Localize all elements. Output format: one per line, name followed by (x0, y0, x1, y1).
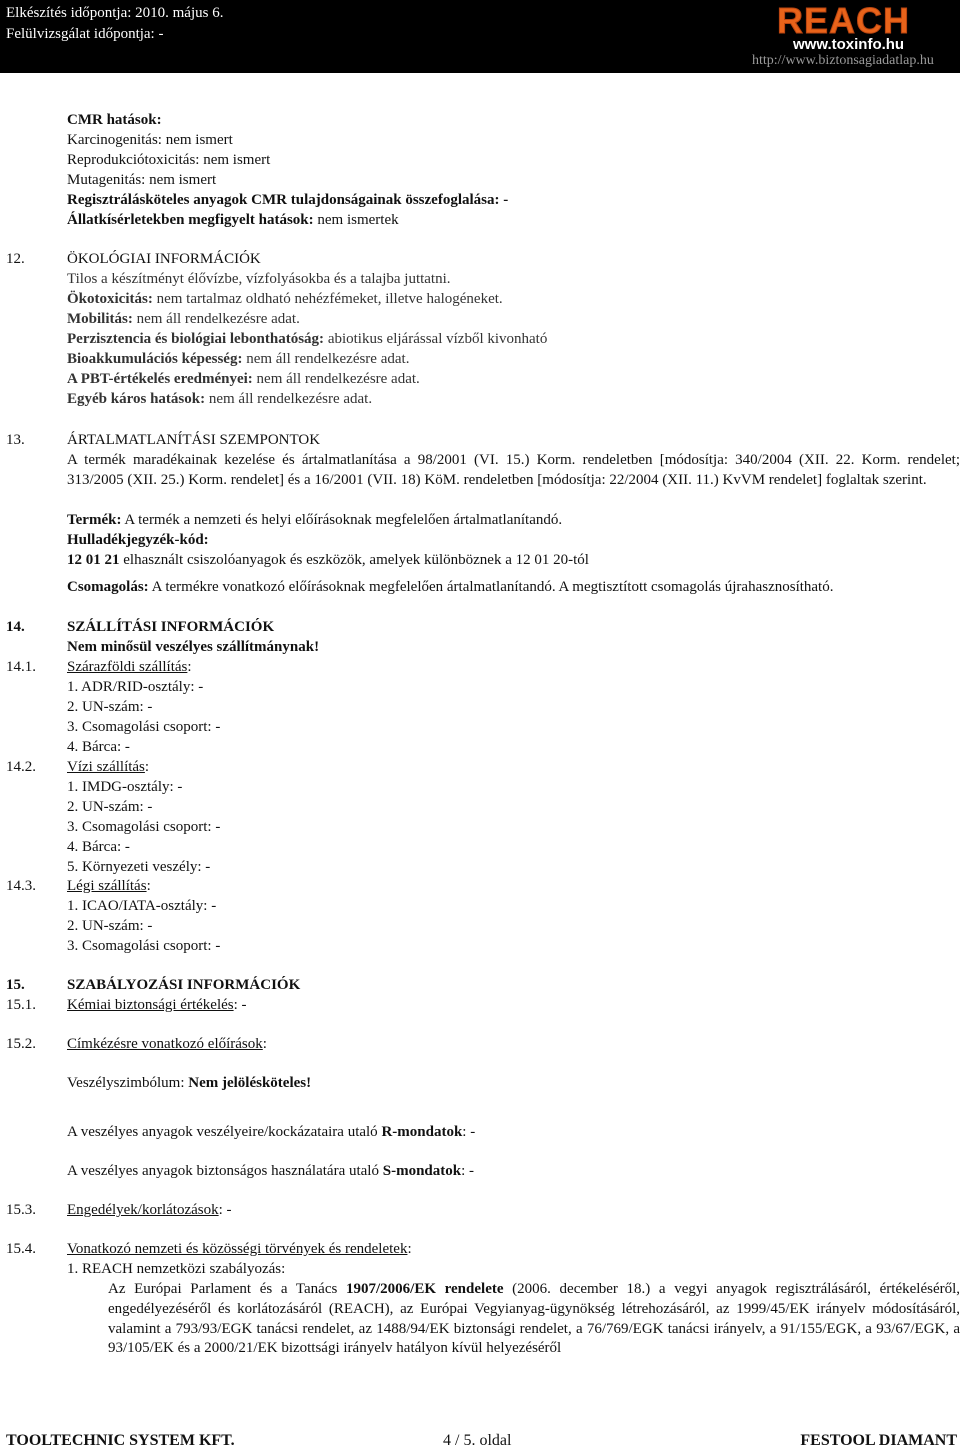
s13-termek-value: A termék a nemzeti és helyi előírásoknak megfelelően ártalmatlanítandó. (121, 512, 563, 528)
s14-3-item-2: 2. UN-szám: - (67, 918, 153, 934)
cmr-karcinogenitas: Karcinogenitás: nem ismert (67, 132, 233, 148)
s14-title: SZÁLLÍTÁSI INFORMÁCIÓK (67, 619, 275, 635)
cmr-reprodukcio: Reprodukciótoxicitás: nem ismert (67, 152, 271, 168)
s12-mobility-value: nem áll rendelkezésre adat. (132, 311, 300, 327)
cmr-allat (67, 211, 399, 230)
s15-r-mondatok (67, 1123, 475, 1142)
s12-persistence-value: abiotikus eljárással vízből kivonható (324, 331, 548, 347)
footer-product: FESTOOL DIAMANT (800, 1432, 957, 1449)
s13-csom-label: Csomagolás: (67, 579, 149, 595)
site-url[interactable]: http://www.biztonsagiadatlap.hu (752, 53, 934, 68)
s13-hull-code: 12 01 21 (67, 552, 120, 568)
s13-hull-label: Hulladékjegyzék-kód: (67, 532, 209, 548)
s15-number: 15. (6, 977, 25, 993)
s12-number: 12. (6, 251, 25, 267)
reach-logo-text: REACH (777, 3, 911, 41)
s12-other (67, 390, 372, 409)
footer-company: TOOLTECHNIC SYSTEM KFT. (6, 1432, 235, 1449)
s12-ecotox-label: Ökotoxicitás: (67, 291, 153, 307)
prepared-date: Elkészítés időpontja: 2010. május 6. (6, 5, 224, 21)
s14-3-heading: Légi szállítás: (67, 878, 151, 894)
s12-persistence (67, 330, 547, 349)
s14-2-item-5: 5. Környezeti veszély: - (67, 859, 211, 875)
s15-s-mondatok (67, 1162, 474, 1181)
s15-4-reach-paragraph (108, 1280, 960, 1359)
s12-persistence-label: Perzisztencia és biológiai lebonthatóság: (67, 331, 325, 347)
s12-mobility (67, 310, 300, 329)
s15-2-title: Címkézésre vonatkozó előírások (67, 1036, 263, 1052)
cmr-allat-label: Állatkísérletekben megfigyelt hatások: (67, 212, 314, 228)
s14-3-title: Légi szállítás (67, 878, 147, 894)
s15-s-pre: A veszélyes anyagok biztonságos használatára utaló (67, 1163, 383, 1179)
s14-2-title: Vízi szállítás (67, 759, 145, 775)
s14-2-item-4: 4. Bárca: - (67, 839, 130, 855)
s12-pbt-value: nem áll rendelkezésre adat. (252, 371, 420, 387)
reviewed-date: Felülvizsgálat időpontja: - (6, 26, 164, 42)
s15-title: SZABÁLYOZÁSI INFORMÁCIÓK (67, 977, 301, 993)
footer-page: 4 / 5. oldal (443, 1432, 512, 1449)
s14-2-item-3: 3. Csomagolási csoport: - (67, 819, 221, 835)
reach-pre: Az Európai Parlament és a Tanács (108, 1281, 346, 1297)
s12-pbt (67, 370, 420, 389)
s14-3-item-3: 3. Csomagolási csoport: - (67, 938, 221, 954)
s15-r-bold: R-mondatok (381, 1124, 463, 1140)
s14-1-number: 14.1. (6, 659, 36, 675)
s14-3-number: 14.3. (6, 878, 36, 894)
s14-1-item-4: 4. Bárca: - (67, 739, 130, 755)
s12-line1: Tilos a készítményt élővízbe, vízfolyásokba és a talajba juttatni. (67, 271, 451, 287)
s14-3-item-1: 1. ICAO/IATA-osztály: - (67, 898, 217, 914)
s12-other-label: Egyéb káros hatások: (67, 391, 206, 407)
s14-2-item-1: 1. IMDG-osztály: - (67, 779, 183, 795)
header-dates (6, 3, 223, 45)
s15-1-heading (67, 996, 247, 1015)
s13-termek (67, 511, 562, 530)
s15-veszely (67, 1074, 311, 1093)
s14-1-item-3: 3. Csomagolási csoport: - (67, 719, 221, 735)
cmr-allat-value: nem ismertek (313, 212, 399, 228)
s14-1-title: Szárazföldi szállítás (67, 659, 188, 675)
s15-3-number: 15.3. (6, 1202, 36, 1218)
s12-ecotox-value: nem tartalmaz oldható nehézfémeket, illetve halogéneket. (152, 291, 503, 307)
s15-r-pre: A veszélyes anyagok veszélyeire/kockázataira utaló (67, 1124, 382, 1140)
s12-title: ÖKOLÓGIAI INFORMÁCIÓK (67, 251, 261, 267)
s15-veszely-label: Veszélyszimbólum: (67, 1075, 189, 1091)
s14-note: Nem minősül veszélyes szállítmánynak! (67, 639, 320, 655)
s15-4-number: 15.4. (6, 1241, 36, 1257)
cmr-mutagenitas: Mutagenitás: nem ismert (67, 172, 217, 188)
s12-bioacc (67, 350, 409, 369)
s15-1-number: 15.1. (6, 997, 36, 1013)
s14-number: 14. (6, 619, 25, 635)
s15-4-heading (67, 1240, 412, 1259)
cmr-title: CMR hatások: (67, 112, 162, 128)
s12-pbt-label: A PBT-értékelés eredményei: (67, 371, 253, 387)
s15-r-post: : - (462, 1124, 476, 1140)
s15-1-value: : - (233, 997, 247, 1013)
s12-bioacc-value: nem áll rendelkezésre adat. (242, 351, 410, 367)
s15-4-title: Vonatkozó nemzeti és közösségi törvények és rendeletek (67, 1241, 408, 1257)
cmr-regisztr: Regisztrálásköteles anyagok CMR tulajdonságainak összefoglalása: - (67, 192, 509, 208)
s12-bioacc-label: Bioakkumulációs képesség: (67, 351, 243, 367)
s12-other-value: nem áll rendelkezésre adat. (205, 391, 373, 407)
s13-termek-label: Termék: (67, 512, 122, 528)
logo-url: www.toxinfo.hu (793, 36, 905, 53)
s15-3-heading (67, 1201, 232, 1220)
s13-csom (67, 578, 833, 597)
reach-post: (2006. december 18.) a vegyi anyagok regisztrálásáról, értékeléséről, engedélyezéséről és korlátozásáról (REACH), az Európai Vegyianyag-ügynökség létrehozásáról, az 1999/45/EK irányelv módosításáról, valamint a 793/93/EGK tanácsi rendelet, az 1488/94/EK biztonsági rendelet, a 76/769/EGK tanácsi irányelv, a 91/155/EGK, a 93/67/EGK, a 93/105/EK és a 2000/21/EK bizottsági irányelv hatályon kívül helyezéséről (108, 1281, 960, 1357)
s13-paragraph: A termék maradékainak kezelése és ártalmatlanítása a 98/2001 (VI. 15.) Korm. rendeletben [módosítja: 340/2004 (XII. 22. Korm. rendelet; 313/2005 (XII. 25.) Korm. rendelet] és a 16/2001 (VII. 18) KöM. rendeletben [módosítja: 22/2004 (XII. 11.) KvVM rendelet] foglaltak szerint. (67, 452, 960, 488)
s13-title: ÁRTALMATLANÍTÁSI SZEMPONTOK (67, 432, 321, 448)
s15-4-reach-item: 1. REACH nemzetközi szabályozás: (67, 1261, 286, 1277)
s14-1-heading: Szárazföldi szállítás: (67, 659, 192, 675)
s13-hull (67, 551, 589, 570)
s15-veszely-value: Nem jelölésköteles! (188, 1075, 312, 1091)
s14-1-item-2: 2. UN-szám: - (67, 699, 153, 715)
s15-2-number: 15.2. (6, 1036, 36, 1052)
s15-3-title: Engedélyek/korlátozások (67, 1202, 219, 1218)
s13-hull-value: elhasznált csiszolóanyagok és eszközök, amelyek különböznek a 12 01 20-tól (119, 552, 589, 568)
s15-3-value: : - (218, 1202, 232, 1218)
s15-2-value: : (262, 1036, 267, 1052)
s14-2-number: 14.2. (6, 759, 36, 775)
s14-1-item-1: 1. ADR/RID-osztály: - (67, 679, 204, 695)
s15-s-bold: S-mondatok (382, 1163, 462, 1179)
s15-1-title: Kémiai biztonsági értékelés (67, 997, 234, 1013)
s15-s-post: : - (461, 1163, 475, 1179)
s13-csom-value: A termékre vonatkozó előírásoknak megfelelően ártalmatlanítandó. A megtisztított csomagolás újrahasznosítható. (148, 579, 834, 595)
s14-2-item-2: 2. UN-szám: - (67, 799, 153, 815)
s13-number: 13. (6, 432, 25, 448)
s12-ecotox (67, 290, 503, 309)
reach-bold: 1907/2006/EK rendelete (345, 1281, 504, 1297)
s15-2-heading (67, 1035, 267, 1054)
s12-mobility-label: Mobilitás: (67, 311, 133, 327)
s14-2-heading: Vízi szállítás: (67, 759, 150, 775)
s15-4-value: : (407, 1241, 412, 1257)
